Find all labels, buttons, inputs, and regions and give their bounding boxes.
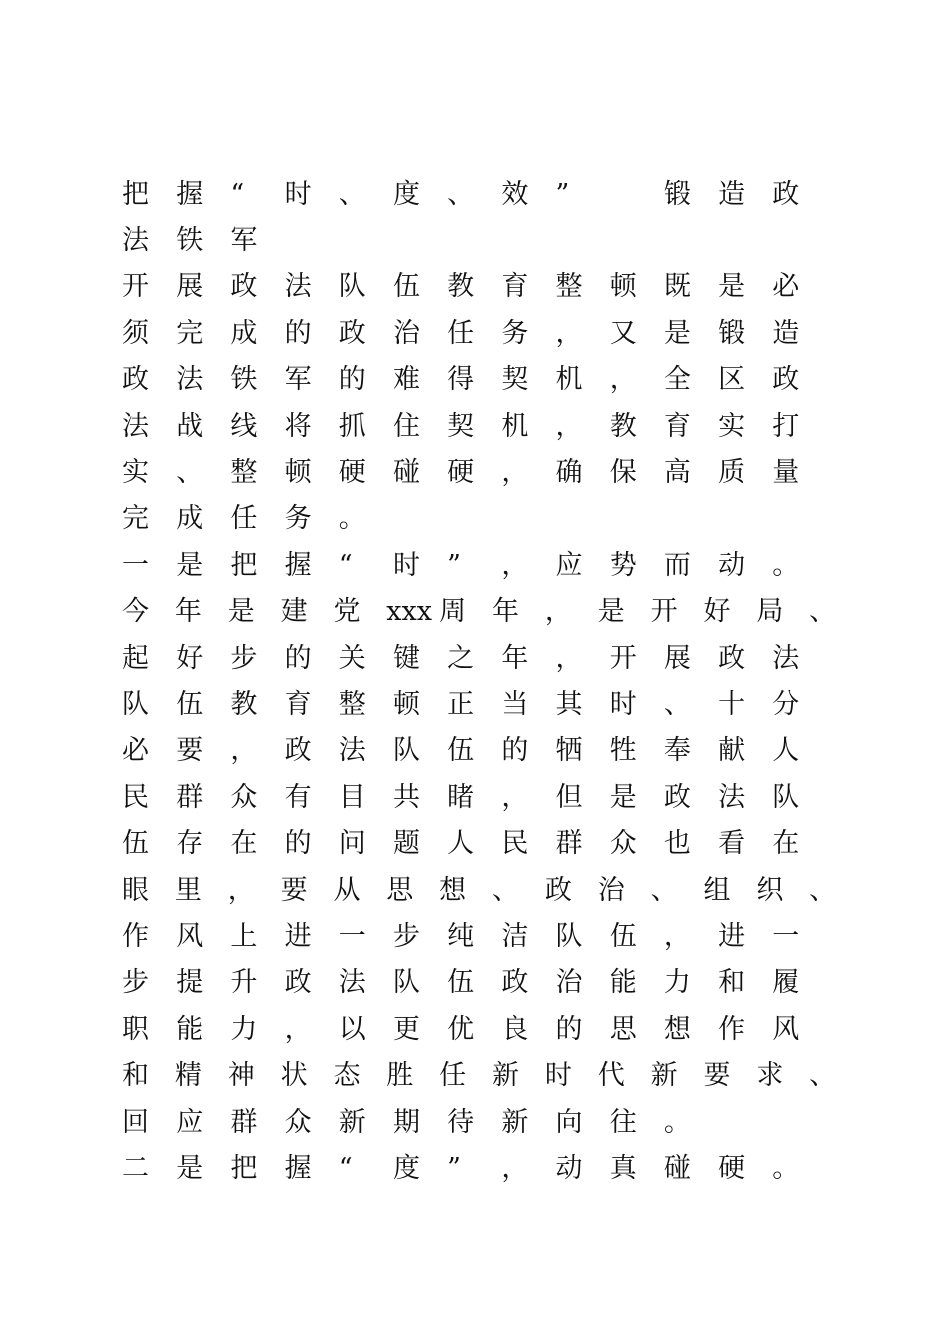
glyph-cell: 是 <box>609 781 637 813</box>
body-line <box>122 728 862 774</box>
glyph-cell: 成 <box>176 503 204 535</box>
glyph-cell: 动 <box>555 1152 583 1184</box>
glyph-cell: 真 <box>609 1152 637 1184</box>
glyph-cell: 也 <box>663 828 691 860</box>
glyph-cell: 更 <box>392 1013 420 1045</box>
glyph-cell: 碰 <box>663 1152 691 1184</box>
glyph-cell: 队 <box>555 920 583 952</box>
glyph-cell: 育 <box>663 410 691 442</box>
glyph-cell: 是 <box>718 271 746 303</box>
glyph-cell: 年 <box>174 596 202 628</box>
glyph-cell: 完 <box>176 317 204 349</box>
glyph-cell: 、 <box>492 874 520 906</box>
glyph-cell: ， <box>555 317 583 349</box>
glyph-cell: 十 <box>718 688 746 720</box>
glyph-cell: 展 <box>663 642 691 674</box>
glyph-cell: 二 <box>122 1152 149 1184</box>
glyph-cell: 政 <box>663 781 691 813</box>
glyph-cell: 锻 <box>663 178 691 210</box>
glyph-cell: 应 <box>555 549 583 581</box>
glyph-cell: 眼 <box>122 874 149 906</box>
glyph-cell: 造 <box>772 317 800 349</box>
glyph-cell: 献 <box>718 735 746 767</box>
glyph-cell: 思 <box>386 874 414 906</box>
glyph-cell: 伍 <box>176 688 204 720</box>
glyph-cell: 今 <box>122 596 149 628</box>
glyph-cell: 年 <box>501 642 529 674</box>
glyph-cell: 之 <box>447 642 475 674</box>
glyph-cell: 纯 <box>447 920 475 952</box>
body-line <box>122 449 862 495</box>
glyph-cell: 其 <box>555 688 583 720</box>
glyph-cell: 。 <box>772 1152 800 1184</box>
title-line <box>122 217 862 263</box>
glyph-cell: 步 <box>122 967 149 999</box>
glyph-cell: 将 <box>284 410 312 442</box>
glyph-cell: 治 <box>555 967 583 999</box>
body-line <box>122 264 862 310</box>
glyph-cell: 效 <box>501 178 529 210</box>
glyph-cell: 人 <box>772 735 800 767</box>
body-line <box>122 635 862 681</box>
glyph-cell: 期 <box>392 1106 420 1138</box>
glyph-cell: 政 <box>501 967 529 999</box>
glyph-cell: 任 <box>439 1060 467 1092</box>
glyph-cell: 育 <box>501 271 529 303</box>
title-line <box>122 171 862 217</box>
glyph-cell: 回 <box>122 1106 149 1138</box>
glyph-cell: 要 <box>703 1060 731 1092</box>
glyph-cell: 织 <box>756 874 784 906</box>
glyph-cell: 、 <box>447 178 475 210</box>
glyph-cell: 上 <box>230 920 258 952</box>
glyph-cell: ， <box>544 596 572 628</box>
glyph-cell: 在 <box>772 828 800 860</box>
glyph-cell: 要 <box>176 735 204 767</box>
glyph-cell: 群 <box>555 828 583 860</box>
glyph-cell: 政 <box>122 364 149 396</box>
glyph-cell: 有 <box>284 781 312 813</box>
glyph-cell: 实 <box>718 410 746 442</box>
glyph-cell: 新 <box>492 1060 520 1092</box>
glyph-cell: 牺 <box>555 735 583 767</box>
glyph-cell: 机 <box>555 364 583 396</box>
glyph-cell: ， <box>555 410 583 442</box>
glyph-cell: 握 <box>284 549 312 581</box>
glyph-cell: 建 <box>280 596 308 628</box>
glyph-cell: 的 <box>284 642 312 674</box>
glyph-cell: 一 <box>772 920 800 952</box>
glyph-cell: 碰 <box>392 457 420 489</box>
glyph-cell: 教 <box>447 271 475 303</box>
glyph-cell: 政 <box>772 178 800 210</box>
glyph-cell: 政 <box>718 642 746 674</box>
glyph-cell: 政 <box>284 735 312 767</box>
glyph-cell: 战 <box>176 410 204 442</box>
glyph-cell: 法 <box>176 364 204 396</box>
glyph-cell: 质 <box>718 457 746 489</box>
glyph-cell: 作 <box>718 1013 746 1045</box>
glyph-cell: 法 <box>122 410 149 442</box>
glyph-cell: 确 <box>555 457 583 489</box>
glyph-cell: 党 <box>333 596 361 628</box>
glyph-cell: 既 <box>663 271 691 303</box>
glyph-cell: 法 <box>772 642 800 674</box>
glyph-cell: 把 <box>230 549 258 581</box>
glyph-cell: 、 <box>809 596 837 628</box>
glyph-cell: 任 <box>230 503 258 535</box>
glyph-cell: 治 <box>597 874 625 906</box>
glyph-cell: 、 <box>650 874 678 906</box>
glyph-cell: 务 <box>501 317 529 349</box>
glyph-cell: 是 <box>597 596 625 628</box>
glyph-cell: 共 <box>392 781 420 813</box>
glyph-cell: ， <box>555 642 583 674</box>
glyph-cell: 。 <box>772 549 800 581</box>
body-line <box>122 913 862 959</box>
glyph-cell: 好 <box>703 596 731 628</box>
glyph-cell: 政 <box>544 874 572 906</box>
glyph-cell: ， <box>663 920 691 952</box>
glyph-cell: 握 <box>284 1152 312 1184</box>
glyph-cell: 优 <box>447 1013 475 1045</box>
glyph-cell: 众 <box>230 781 258 813</box>
glyph-cell: 必 <box>772 271 800 303</box>
glyph-cell: 局 <box>756 596 784 628</box>
glyph-cell: 完 <box>122 503 149 535</box>
glyph-cell: 政 <box>284 967 312 999</box>
glyph-cell: 应 <box>176 1106 204 1138</box>
glyph-cell: 。 <box>338 503 366 535</box>
glyph-cell: 难 <box>392 364 420 396</box>
glyph-cell: 目 <box>338 781 366 813</box>
glyph-cell: ” <box>447 1152 461 1184</box>
glyph-cell: 是 <box>663 317 691 349</box>
glyph-cell: 成 <box>230 317 258 349</box>
glyph-cell: 时 <box>544 1060 572 1092</box>
glyph-cell: 得 <box>447 364 475 396</box>
glyph-cell: 治 <box>392 317 420 349</box>
glyph-cell: 全 <box>663 364 691 396</box>
glyph-cell: 契 <box>447 410 475 442</box>
glyph-cell: 握 <box>176 178 204 210</box>
glyph-cell: 牲 <box>609 735 637 767</box>
glyph-cell: 伍 <box>609 920 637 952</box>
glyph-cell: 想 <box>663 1013 691 1045</box>
glyph-cell: 精 <box>174 1060 202 1092</box>
glyph-cell: 的 <box>555 1013 583 1045</box>
glyph-cell: 。 <box>663 1106 691 1138</box>
body-line <box>122 403 862 449</box>
glyph-cell: ， <box>501 781 529 813</box>
glyph-cell: 民 <box>501 828 529 860</box>
glyph-cell: 顿 <box>284 457 312 489</box>
glyph-cell: 教 <box>609 410 637 442</box>
body-line <box>122 1006 862 1052</box>
glyph-cell: 职 <box>122 1013 149 1045</box>
glyph-cell: 风 <box>772 1013 800 1045</box>
glyph-cell: 步 <box>392 920 420 952</box>
glyph-cell: 硬 <box>718 1152 746 1184</box>
glyph-cell: 年 <box>492 596 520 628</box>
glyph-cell: 任 <box>447 317 475 349</box>
body-line <box>122 589 862 635</box>
glyph-cell: 机 <box>501 410 529 442</box>
glyph-cell: “ <box>338 549 353 581</box>
glyph-cell: 务 <box>284 503 312 535</box>
glyph-cell: 度 <box>392 1152 420 1184</box>
glyph-cell: 题 <box>392 828 420 860</box>
section-heading-2 <box>122 1145 862 1191</box>
glyph-cell: 开 <box>650 596 678 628</box>
glyph-cell: 、 <box>663 688 691 720</box>
glyph-cell: 在 <box>230 828 258 860</box>
glyph-cell: 是 <box>227 596 255 628</box>
glyph-cell: 区 <box>718 364 746 396</box>
glyph-cell: 里 <box>174 874 202 906</box>
glyph-cell: ” <box>555 178 570 210</box>
glyph-cell: 存 <box>176 828 204 860</box>
glyph-cell: 把 <box>122 178 149 210</box>
glyph-cell: 往 <box>609 1106 637 1138</box>
glyph-cell: 造 <box>718 178 746 210</box>
glyph-cell: 法 <box>122 225 149 257</box>
glyph-cell: 伍 <box>392 271 420 303</box>
body-line <box>122 681 862 727</box>
glyph-cell: ， <box>609 364 637 396</box>
glyph-cell: 的 <box>338 364 366 396</box>
glyph-cell: 代 <box>597 1060 625 1092</box>
glyph-cell: 实 <box>122 457 149 489</box>
body-line <box>122 960 862 1006</box>
glyph-cell: 键 <box>392 642 420 674</box>
body-line <box>122 867 862 913</box>
glyph-cell: 以 <box>338 1013 366 1045</box>
glyph-cell: 必 <box>122 735 149 767</box>
glyph-cell: 整 <box>230 457 258 489</box>
glyph-cell: 保 <box>609 457 637 489</box>
glyph-cell: ， <box>230 735 258 767</box>
glyph-cell: 想 <box>439 874 467 906</box>
glyph-cell: 一 <box>338 920 366 952</box>
glyph-cell: 高 <box>663 457 691 489</box>
glyph-cell: 一 <box>122 549 149 581</box>
glyph-cell: 队 <box>392 735 420 767</box>
glyph-cell: 履 <box>772 967 800 999</box>
glyph-cell: 的 <box>284 317 312 349</box>
glyph-cell: 求 <box>756 1060 784 1092</box>
glyph-cell: 新 <box>338 1106 366 1138</box>
glyph-cell: 关 <box>338 642 366 674</box>
glyph-cell: 铁 <box>230 364 258 396</box>
glyph-cell: ， <box>227 874 255 906</box>
glyph-cell: 分 <box>772 688 800 720</box>
glyph-cell: 队 <box>338 271 366 303</box>
glyph-cell: 教 <box>230 688 258 720</box>
glyph-cell: ， <box>501 1152 529 1184</box>
glyph-cell: 的 <box>501 735 529 767</box>
glyph-cell: 而 <box>663 549 691 581</box>
body-line <box>122 310 862 356</box>
glyph-cell: 力 <box>663 967 691 999</box>
section-heading-1 <box>122 542 862 588</box>
glyph-cell: 法 <box>284 271 312 303</box>
glyph-cell: 步 <box>230 642 258 674</box>
glyph-cell: 良 <box>501 1013 529 1045</box>
glyph-cell: 当 <box>501 688 529 720</box>
body-line <box>122 1052 862 1098</box>
glyph-cell: 队 <box>392 967 420 999</box>
glyph-cell: 把 <box>230 1152 258 1184</box>
glyph-cell: 的 <box>284 828 312 860</box>
glyph-cell: 、 <box>338 178 366 210</box>
glyph-cell: 神 <box>227 1060 255 1092</box>
body-line <box>122 1099 862 1145</box>
glyph-cell: 展 <box>176 271 204 303</box>
glyph-cell: 整 <box>338 688 366 720</box>
glyph-cell: 民 <box>122 781 149 813</box>
glyph-cell: 动 <box>718 549 746 581</box>
glyph-cell: 提 <box>176 967 204 999</box>
glyph-cell: 军 <box>284 364 312 396</box>
glyph-cell: 整 <box>555 271 583 303</box>
glyph-cell: 伍 <box>447 735 475 767</box>
glyph-cell: ， <box>501 457 529 489</box>
body-line <box>122 357 862 403</box>
glyph-cell: 群 <box>230 1106 258 1138</box>
glyph-cell: ， <box>501 549 529 581</box>
glyph-cell: 法 <box>338 967 366 999</box>
glyph-cell: 风 <box>176 920 204 952</box>
glyph-cell: 问 <box>338 828 366 860</box>
glyph-cell: 看 <box>718 828 746 860</box>
glyph-cell: 法 <box>338 735 366 767</box>
glyph-cell: 队 <box>772 781 800 813</box>
glyph-cell: xxx <box>386 596 432 628</box>
glyph-cell: 硬 <box>338 457 366 489</box>
glyph-cell: 人 <box>447 828 475 860</box>
glyph-cell: 线 <box>230 410 258 442</box>
glyph-cell: 住 <box>392 410 420 442</box>
glyph-cell: 力 <box>230 1013 258 1045</box>
glyph-cell: 政 <box>338 317 366 349</box>
glyph-cell: 思 <box>609 1013 637 1045</box>
body-line <box>122 820 862 866</box>
glyph-cell: 状 <box>280 1060 308 1092</box>
glyph-cell: 时 <box>609 688 637 720</box>
glyph-cell: 队 <box>122 688 149 720</box>
glyph-cell: 锻 <box>718 317 746 349</box>
glyph-cell: 政 <box>772 364 800 396</box>
glyph-cell: 是 <box>176 549 204 581</box>
glyph-cell: 抓 <box>338 410 366 442</box>
glyph-cell: 是 <box>176 1152 204 1184</box>
glyph-cell: ， <box>284 1013 312 1045</box>
glyph-cell: 待 <box>447 1106 475 1138</box>
glyph-cell: ” <box>447 549 461 581</box>
glyph-cell: 、 <box>809 1060 837 1092</box>
glyph-cell: 政 <box>230 271 258 303</box>
glyph-cell: 法 <box>718 781 746 813</box>
glyph-cell: 作 <box>122 920 149 952</box>
glyph-cell: 奉 <box>663 735 691 767</box>
glyph-cell: 能 <box>176 1013 204 1045</box>
glyph-cell: 开 <box>609 642 637 674</box>
glyph-cell: 顿 <box>392 688 420 720</box>
glyph-cell: 好 <box>176 642 204 674</box>
glyph-cell: 育 <box>284 688 312 720</box>
glyph-cell: 伍 <box>447 967 475 999</box>
glyph-cell: 新 <box>501 1106 529 1138</box>
glyph-cell: 进 <box>284 920 312 952</box>
glyph-cell: 须 <box>122 317 149 349</box>
body-line <box>122 774 862 820</box>
document-body <box>122 171 862 1192</box>
glyph-cell: 、 <box>809 874 837 906</box>
glyph-cell: 硬 <box>447 457 475 489</box>
glyph-cell: 势 <box>609 549 637 581</box>
glyph-cell: 起 <box>122 642 149 674</box>
glyph-cell: 时 <box>392 549 420 581</box>
glyph-cell: 升 <box>230 967 258 999</box>
glyph-cell: 睹 <box>447 781 475 813</box>
glyph-cell: 又 <box>609 317 637 349</box>
glyph-cell: 新 <box>650 1060 678 1092</box>
glyph-cell: 军 <box>230 225 258 257</box>
glyph-cell: 铁 <box>176 225 204 257</box>
glyph-cell: 组 <box>703 874 731 906</box>
glyph-cell: 打 <box>772 410 800 442</box>
glyph-cell: 洁 <box>501 920 529 952</box>
glyph-cell: 要 <box>280 874 308 906</box>
glyph-cell: 、 <box>176 457 204 489</box>
glyph-cell: 能 <box>609 967 637 999</box>
glyph-cell: “ <box>230 178 245 210</box>
glyph-cell: 契 <box>501 364 529 396</box>
glyph-cell: 和 <box>122 1060 149 1092</box>
body-line <box>122 496 862 542</box>
glyph-cell: 态 <box>333 1060 361 1092</box>
glyph-cell: 开 <box>122 271 149 303</box>
glyph-cell: 从 <box>333 874 361 906</box>
glyph-cell: “ <box>338 1152 353 1184</box>
glyph-cell: 和 <box>718 967 746 999</box>
glyph-cell: 但 <box>555 781 583 813</box>
glyph-cell: 正 <box>447 688 475 720</box>
glyph-cell: 量 <box>772 457 800 489</box>
glyph-cell: 伍 <box>122 828 149 860</box>
glyph-cell: 群 <box>176 781 204 813</box>
glyph-cell: 众 <box>284 1106 312 1138</box>
glyph-cell: 众 <box>609 828 637 860</box>
glyph-cell: 进 <box>718 920 746 952</box>
glyph-cell: 顿 <box>609 271 637 303</box>
glyph-cell: 时 <box>284 178 312 210</box>
glyph-cell: 向 <box>555 1106 583 1138</box>
glyph-cell: 胜 <box>386 1060 414 1092</box>
glyph-cell: 周 <box>439 596 467 628</box>
glyph-cell: 度 <box>392 178 420 210</box>
